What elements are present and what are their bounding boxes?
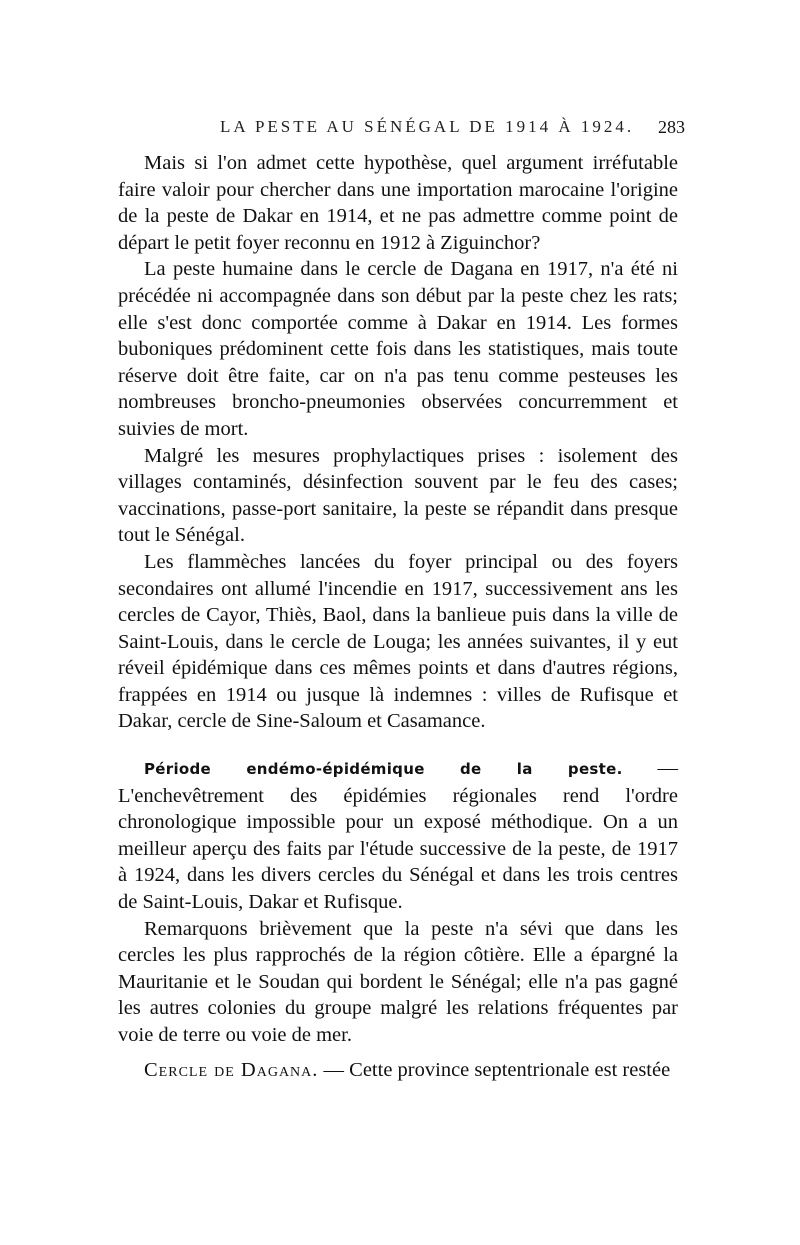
paragraph-text: — L'enchevêtrement des épidémies régionales rend l'ordre chronologique impossible pour un exposé méthodique. On a un meilleur aperçu des faits par l'étude successive de la peste, de 1917 à 1924, dans les divers cercles du Sénégal et dans les trois centres de Saint-Louis, Dakar et Rufisque.: [118, 757, 679, 914]
subsection-paragraph: [118, 1057, 678, 1084]
body-text: [118, 150, 678, 1083]
paragraph: [118, 443, 678, 549]
paragraph-text: — Cette province septentrionale est restée: [318, 1058, 671, 1081]
section-paragraph: [118, 755, 678, 916]
paragraph-text: Mais si l'on admet cette hypothèse, quel argument irréfutable faire valoir pour chercher dans une importation marocaine l'origine de la peste de Dakar en 1914, et ne pas admettre comme point de départ le petit foyer reconnu en 1912 à Ziguinchor?: [118, 152, 678, 254]
paragraph: [118, 916, 678, 1049]
paragraph: [118, 150, 678, 256]
subsection-heading: Cercle de Dagana.: [144, 1058, 319, 1081]
paragraph-text: La peste humaine dans le cercle de Dagana en 1917, n'a été ni précédée ni accompagnée dans son début par la peste chez les rats; elle s'est donc comportée comme à Dakar en 1914. Les formes buboniques prédominent cette fois dans les statistiques, mais toute réserve doit être faite, car on n'a pas tenu comme pesteuses les nombreuses broncho-pneumonies observées concurremment et suivies de mort.: [118, 258, 678, 440]
running-title: LA PESTE AU SÉNÉGAL DE 1914 À 1924.: [220, 117, 635, 136]
page-number: 283: [658, 117, 685, 137]
paragraph: [118, 549, 678, 735]
paragraph: [118, 256, 678, 442]
paragraph-text: Malgré les mesures prophylactiques prises : isolement des villages contaminés, désinfection souvent par le feu des cases; vaccinations, passe-port sanitaire, la peste se répandit dans presque tout le Sénégal.: [118, 444, 678, 547]
section-heading: Période endémo-épidémique de la peste.: [144, 760, 623, 779]
paragraph-text: Les flammèches lancées du foyer principal ou des foyers secondaires ont allumé l'incendie en 1917, successivement ans les cercles de Cayor, Thiès, Baol, dans la banlieue puis dans la ville de Saint-Louis, dans le cercle de Louga; les années suivantes, il y eut réveil épidémique dans ces mêmes points et dans d'autres régions, frappées en 1914 ou jusque là indemnes : villes de Rufisque et Dakar, cercle de Sine-Saloum et Casamance.: [118, 550, 678, 733]
paragraph-text: Remarquons brièvement que la peste n'a sévi que dans les cercles les plus rapprochés de la région côtière. Elle a épargné la Mauritanie et le Soudan qui bordent le Sénégal; elle n'a pas gagné les autres colonies du groupe malgré les relations fréquentes par voie de terre ou voie de mer.: [118, 917, 678, 1046]
page-header: [100, 117, 685, 145]
